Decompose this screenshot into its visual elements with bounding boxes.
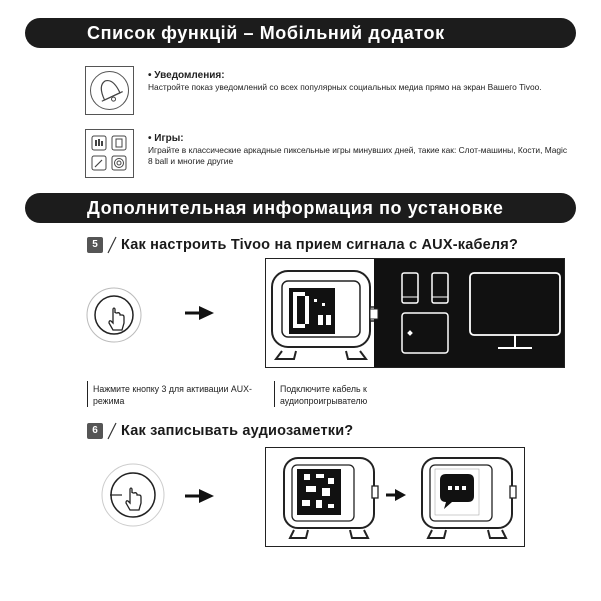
section-banner-setup: [25, 193, 576, 223]
press-button-icon: [84, 285, 144, 345]
caption-text: Нажмите кнопку 3 для активации AUX-режима: [93, 384, 252, 406]
caption-text: Подключите кабель к аудиопроигрывателю: [280, 384, 368, 406]
hold-button-icon: [100, 462, 166, 528]
step-number: 5: [87, 237, 103, 253]
arrow-right-icon: [185, 487, 215, 505]
feature-games: [148, 132, 568, 167]
arrow-right-icon: [185, 304, 215, 322]
slash-divider-icon: [103, 235, 121, 255]
feature-title: • Игры:: [148, 133, 184, 144]
bell-icon: [85, 66, 134, 115]
feature-description: Настройте показ уведомлений со всех популярных социальных медиа прямо на экран Вашего Tivoo.: [148, 82, 542, 92]
slash-divider-icon: [103, 421, 121, 441]
section-banner-features: [25, 18, 576, 48]
audio-note-illustration: [265, 447, 525, 547]
step-title: Как записывать аудиозаметки?: [121, 423, 354, 439]
feature-notifications: [148, 69, 568, 93]
step-title: Как настроить Tivoo на прием сигнала с AUX-кабеля?: [121, 237, 519, 253]
section-title: Список функцій – Мобільний додаток: [87, 23, 445, 43]
step-5-heading: [87, 235, 518, 255]
step-number: 6: [87, 423, 103, 439]
feature-description: Играйте в классические аркадные пиксельные игры минувших дней, такие как: Слот-машины, Кости, Magic 8 ball и многие другие: [148, 145, 568, 166]
games-icon: [85, 129, 134, 178]
section-title: Дополнительная информация по установке: [87, 198, 504, 218]
caption-press-button: [93, 383, 268, 407]
aux-connection-illustration: [265, 258, 565, 368]
feature-title: • Уведомления:: [148, 70, 225, 81]
step-6-heading: [87, 421, 353, 441]
caption-connect-cable: [280, 383, 400, 407]
